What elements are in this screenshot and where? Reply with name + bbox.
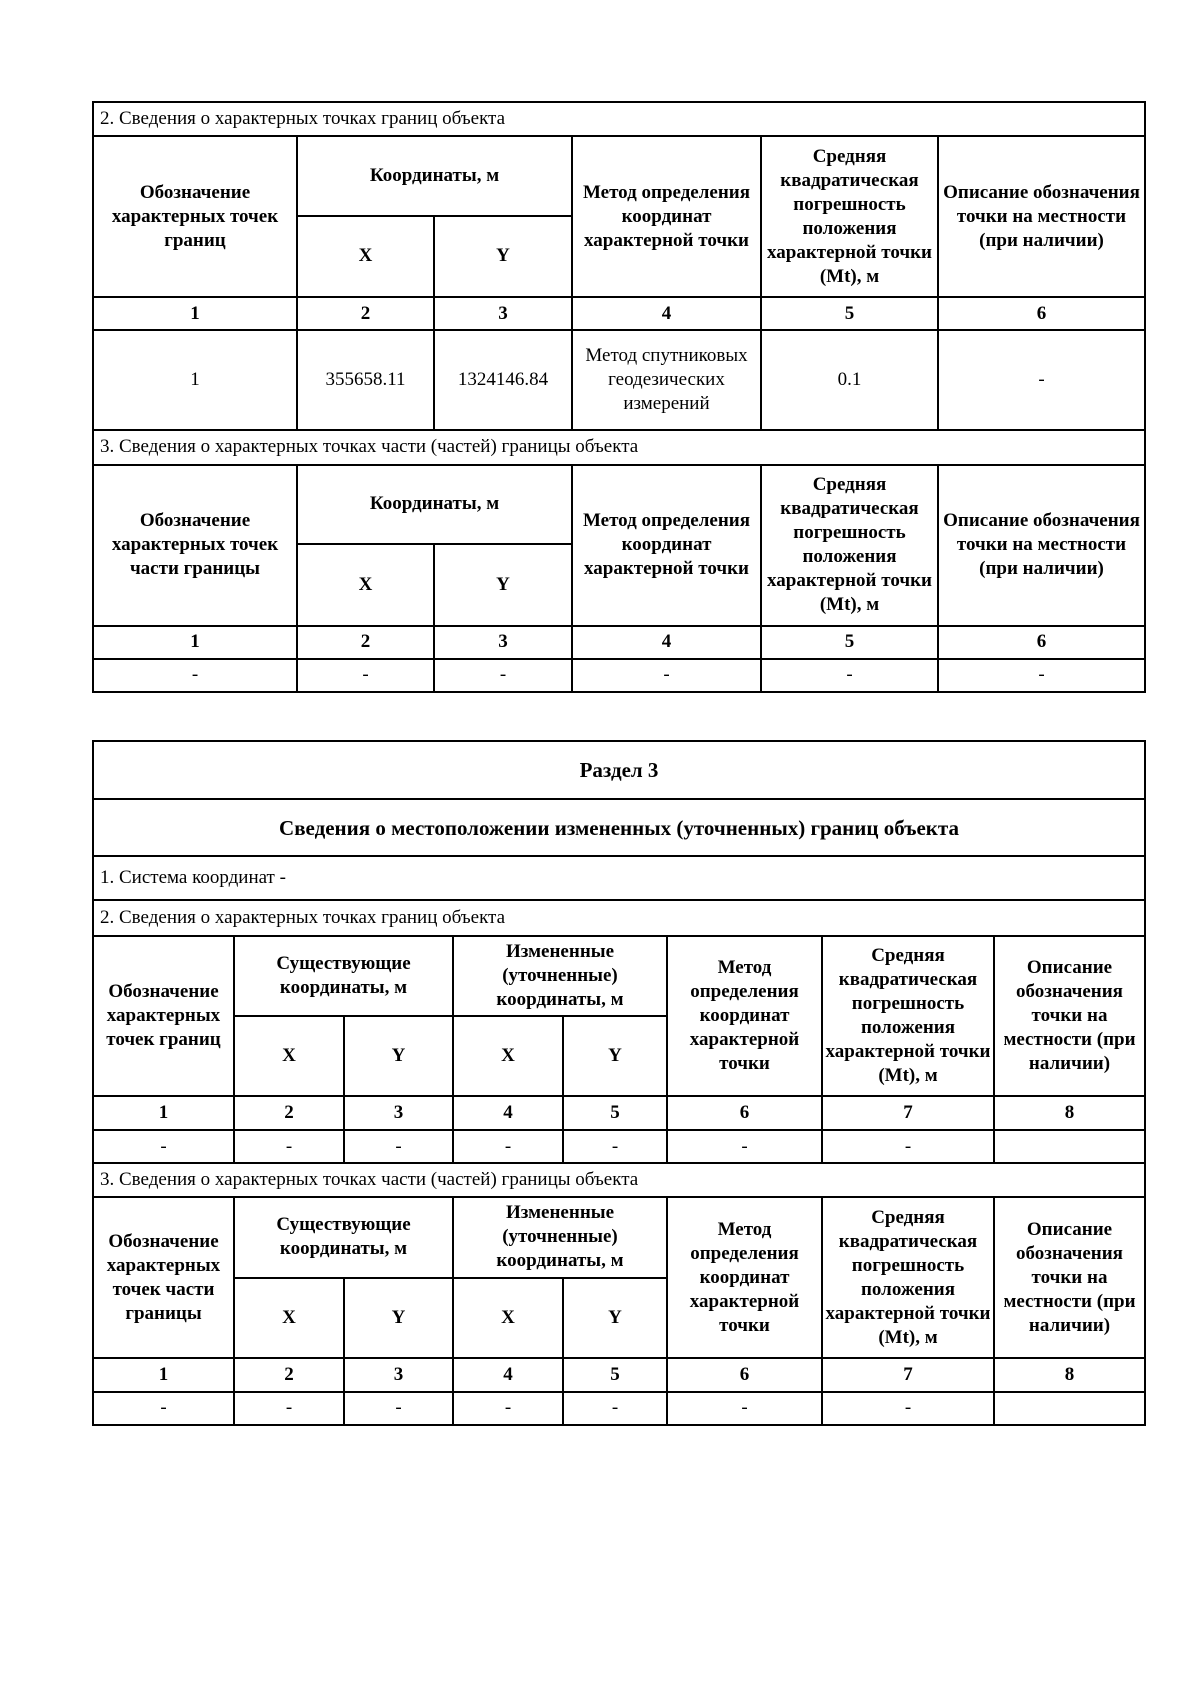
column-number: 5: [563, 1358, 667, 1392]
cell-method: Метод спутниковых геодезических измерений: [572, 330, 761, 430]
column-number: 7: [822, 1096, 994, 1130]
header-y: Y: [434, 544, 572, 625]
header-mean-error: Средняя квадратическая погрешность положения характерной точки (Mt), м: [761, 136, 938, 297]
column-number: 3: [344, 1096, 453, 1130]
section-3-heading: 3. Сведения о характерных точках части (частей) границы объекта: [93, 430, 1145, 465]
cell-x: 355658.11: [297, 330, 434, 430]
header-x: X: [234, 1016, 344, 1096]
column-number: 3: [434, 297, 572, 330]
header-coordinates: Координаты, м: [297, 136, 572, 215]
header-coordinates: Координаты, м: [297, 465, 572, 544]
header-description: Описание обозначения точки на местности (при наличии): [938, 465, 1145, 626]
cell-x: -: [297, 659, 434, 692]
cell-description: -: [938, 330, 1145, 430]
header-description: Описание обозначения точки на местности (при наличии): [938, 136, 1145, 297]
header-y: Y: [434, 216, 572, 297]
header-y: Y: [563, 1278, 667, 1358]
header-y: Y: [344, 1278, 453, 1358]
table-row: [93, 1392, 1145, 1425]
header-mean-error: Средняя квадратическая погрешность положения характерной точки (Mt), м: [761, 465, 938, 626]
header-mean-error: Средняя квадратическая погрешность положения характерной точки (Mt), м: [822, 936, 994, 1096]
column-number: 2: [234, 1096, 344, 1130]
column-number: 4: [453, 1096, 563, 1130]
table-row: [93, 1130, 1145, 1163]
header-description: Описание обозначения точки на местности (при наличии): [994, 936, 1145, 1096]
header-method: Метод определения координат характерной точки: [667, 936, 822, 1096]
cell-description: -: [938, 659, 1145, 692]
column-number-row: [93, 297, 1145, 330]
cell-mean-error: 0.1: [761, 330, 938, 430]
cell-existing-y: -: [344, 1392, 453, 1425]
section-3-heading: 3. Сведения о характерных точках части (частей) границы объекта: [93, 1163, 1145, 1197]
header-point-designation: Обозначение характерных точек границ: [93, 136, 297, 297]
header-x: X: [453, 1278, 563, 1358]
cell-existing-x: -: [234, 1392, 344, 1425]
header-y: Y: [344, 1016, 453, 1096]
table-row: [93, 659, 1145, 692]
cell-mean-error: -: [822, 1392, 994, 1425]
header-changed-coordinates: Измененные (уточненные) координаты, м: [453, 936, 667, 1016]
header-x: X: [234, 1278, 344, 1358]
header-mean-error: Средняя квадратическая погрешность положения характерной точки (Mt), м: [822, 1197, 994, 1357]
cell-description: [994, 1130, 1145, 1163]
header-existing-coordinates: Существующие координаты, м: [234, 1197, 453, 1277]
changed-boundaries-table: [92, 740, 1146, 1426]
cell-description: [994, 1392, 1145, 1425]
column-number: 8: [994, 1358, 1145, 1392]
column-number: 8: [994, 1096, 1145, 1130]
cell-mean-error: -: [761, 659, 938, 692]
cell-point-id: 1: [93, 330, 297, 430]
table-row: [93, 330, 1145, 430]
column-number: 2: [297, 297, 434, 330]
column-number: 6: [667, 1358, 822, 1392]
column-number: 1: [93, 626, 297, 659]
column-number: 4: [572, 297, 761, 330]
cell-method: -: [667, 1392, 822, 1425]
header-method: Метод определения координат характерной точки: [572, 136, 761, 297]
column-number: 5: [761, 626, 938, 659]
header-method: Метод определения координат характерной точки: [572, 465, 761, 626]
header-x: X: [453, 1016, 563, 1096]
column-number: 4: [453, 1358, 563, 1392]
header-method: Метод определения координат характерной точки: [667, 1197, 822, 1357]
header-point-designation-part: Обозначение характерных точек части границы: [93, 465, 297, 626]
cell-changed-x: -: [453, 1392, 563, 1425]
column-number: 6: [938, 297, 1145, 330]
column-number: 2: [234, 1358, 344, 1392]
cell-changed-y: -: [563, 1392, 667, 1425]
column-number: 6: [938, 626, 1145, 659]
header-x: X: [297, 544, 434, 625]
header-y: Y: [563, 1016, 667, 1096]
cell-point-id: -: [93, 659, 297, 692]
cell-y: 1324146.84: [434, 330, 572, 430]
cell-mean-error: -: [822, 1130, 994, 1163]
column-number: 5: [761, 297, 938, 330]
column-number: 4: [572, 626, 761, 659]
cell-y: -: [434, 659, 572, 692]
column-number: 1: [93, 1358, 234, 1392]
header-description: Описание обозначения точки на местности (при наличии): [994, 1197, 1145, 1357]
cell-existing-y: -: [344, 1130, 453, 1163]
header-changed-coordinates: Измененные (уточненные) координаты, м: [453, 1197, 667, 1277]
cell-point-id: -: [93, 1392, 234, 1425]
column-number: 1: [93, 297, 297, 330]
column-number: 1: [93, 1096, 234, 1130]
cell-method: -: [667, 1130, 822, 1163]
section-2-heading: 2. Сведения о характерных точках границ объекта: [93, 900, 1145, 935]
cell-point-id: -: [93, 1130, 234, 1163]
column-number-row: [93, 626, 1145, 659]
section-2-heading: 2. Сведения о характерных точках границ объекта: [93, 102, 1145, 136]
header-x: X: [297, 216, 434, 297]
cell-method: -: [572, 659, 761, 692]
column-number-row: [93, 1358, 1145, 1392]
column-number: 3: [434, 626, 572, 659]
header-existing-coordinates: Существующие координаты, м: [234, 936, 453, 1016]
column-number: 5: [563, 1096, 667, 1130]
coordinate-system: 1. Система координат -: [93, 856, 1145, 900]
cell-changed-x: -: [453, 1130, 563, 1163]
header-point-designation-part: Обозначение характерных точек части границы: [93, 1197, 234, 1357]
column-number: 2: [297, 626, 434, 659]
section-subtitle: Сведения о местоположении измененных (уточненных) границ объекта: [93, 799, 1145, 856]
column-number-row: [93, 1096, 1145, 1130]
column-number: 3: [344, 1358, 453, 1392]
boundary-points-table: [92, 101, 1146, 693]
column-number: 6: [667, 1096, 822, 1130]
cell-changed-y: -: [563, 1130, 667, 1163]
header-point-designation: Обозначение характерных точек границ: [93, 936, 234, 1096]
cell-existing-x: -: [234, 1130, 344, 1163]
section-title: Раздел 3: [93, 741, 1145, 799]
column-number: 7: [822, 1358, 994, 1392]
